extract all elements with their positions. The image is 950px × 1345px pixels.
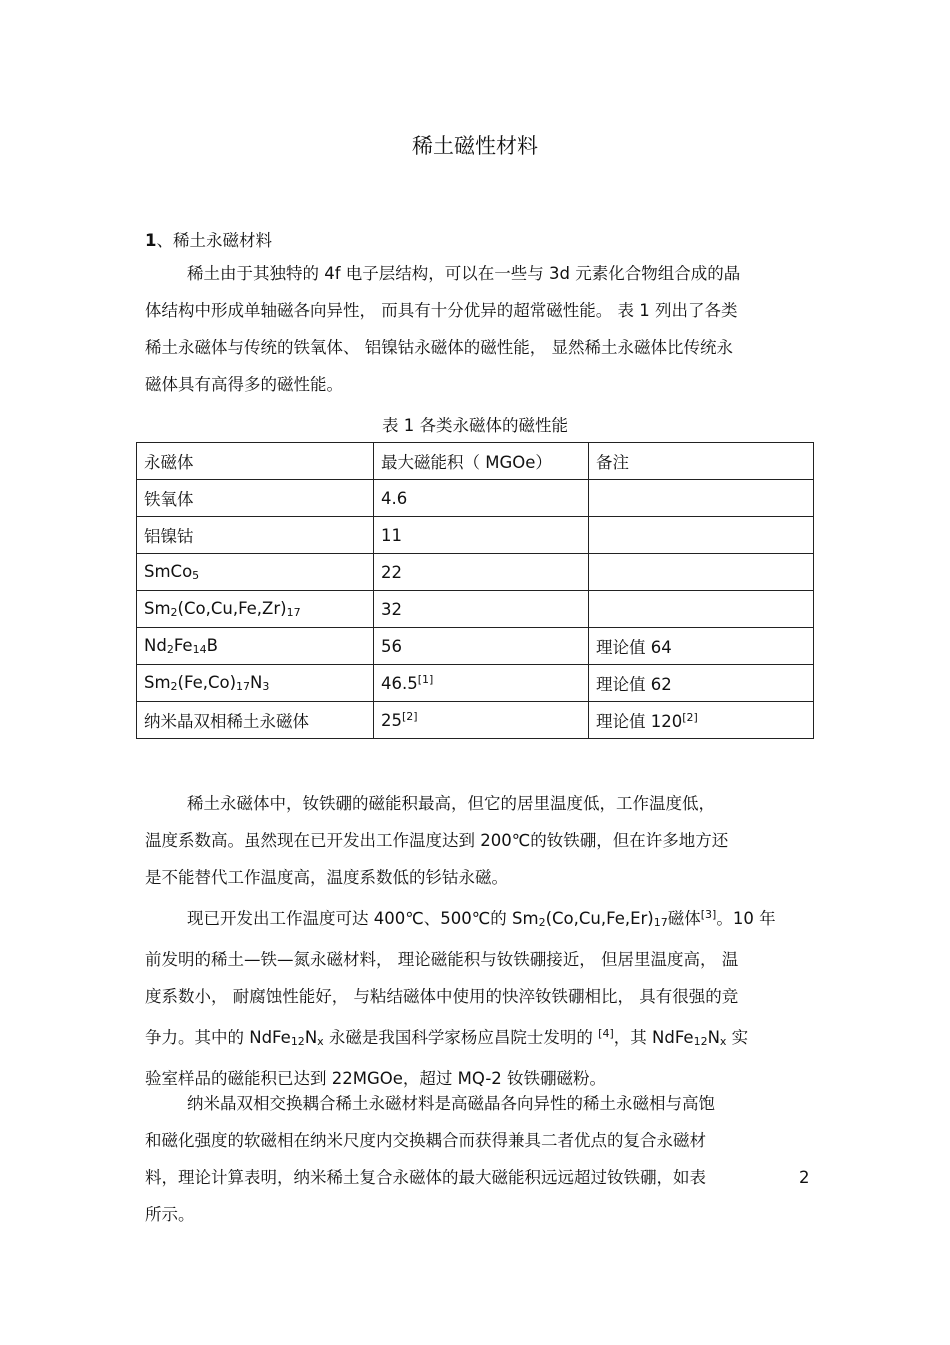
p2-line-2: 温度系数高。虽然现在已开发出工作温度达到 200℃的钕铁硼，但在许多地方还 bbox=[145, 831, 729, 850]
energy-value: 32 bbox=[374, 591, 589, 628]
p3-line-5: 验室样品的磁能积已达到 22MGOe，超过 MQ-2 钕铁硼磁粉。 bbox=[145, 1069, 607, 1088]
table-row bbox=[137, 628, 814, 665]
energy-value: 11 bbox=[374, 517, 589, 554]
section-title: 稀土永磁材料 bbox=[172, 231, 272, 250]
p3-line-1: 现已开发出工作温度可达 400℃、500℃的 $Sm_2(Co,Cu,Fe,Er)_{17}$磁体[3]。10 年 bbox=[187, 908, 776, 929]
energy-value: 22 bbox=[374, 554, 589, 591]
table-header-row bbox=[137, 443, 814, 480]
section-heading bbox=[145, 227, 272, 251]
magnet-properties-table bbox=[136, 442, 814, 739]
header-magnet: 永磁体 bbox=[137, 443, 374, 480]
reference-mark: [2] bbox=[402, 710, 418, 723]
magnet-name: 铝镍钴 bbox=[137, 517, 374, 554]
intro-line-4: 磁体具有高得多的磁性能。 bbox=[145, 375, 343, 394]
reference-mark: [2] bbox=[682, 711, 698, 724]
section-number: 1 bbox=[145, 231, 157, 250]
remark bbox=[589, 480, 814, 517]
p2-line-1: 稀土永磁体中，钕铁硼的磁能积最高，但它的居里温度低，工作温度低， bbox=[187, 794, 715, 813]
intro-line-3: 稀土永磁体与传统的铁氧体、 铝镍钴永磁体的磁性能， 显然稀土永磁体比传统永 bbox=[145, 338, 733, 357]
intro-paragraph bbox=[145, 255, 813, 403]
document-title: 稀土磁性材料 bbox=[412, 134, 538, 158]
table-row bbox=[137, 591, 814, 628]
remark: 理论值 62 bbox=[589, 665, 814, 702]
p3-line-4: 争力。其中的 $NdFe_{12}N_x$ 永磁是我国科学家杨应昌院士发明的 [4]，其 $NdFe_{12}N_x$ 实 bbox=[145, 1027, 749, 1048]
reference-mark: [3] bbox=[700, 908, 717, 921]
magnet-name: 纳米晶双相稀土永磁体 bbox=[137, 702, 374, 739]
p3-line-2: 前发明的稀土—铁—氮永磁材料， 理论磁能积与钕铁硼接近， 但居里温度高， 温 bbox=[145, 950, 739, 969]
table-row bbox=[137, 554, 814, 591]
table-row bbox=[137, 702, 814, 739]
table-caption: 表 1 各类永磁体的磁性能 bbox=[382, 416, 568, 435]
p4-line-4: 所示。 bbox=[145, 1205, 195, 1224]
energy-value: 56 bbox=[374, 628, 589, 665]
energy-value: 4.6 bbox=[374, 480, 589, 517]
paragraph-3 bbox=[145, 896, 813, 1097]
energy-value: 46.5[1] bbox=[374, 665, 589, 702]
header-energy-product: 最大磁能积（ MGOe） bbox=[374, 443, 589, 480]
table-row bbox=[137, 517, 814, 554]
remark bbox=[589, 591, 814, 628]
p4-line-2: 和磁化强度的软磁相在纳米尺度内交换耦合而获得兼具二者优点的复合永磁材 bbox=[145, 1131, 706, 1150]
table-row bbox=[137, 665, 814, 702]
magnet-name: $Sm_2(Fe,Co)_{17}N_3$ bbox=[137, 665, 374, 702]
p4-line-3: 料，理论计算表明，纳米稀土复合永磁体的最大磁能积远远超过钕铁硼，如表 2 bbox=[145, 1168, 810, 1187]
remark bbox=[589, 554, 814, 591]
section-separator: 、 bbox=[156, 231, 173, 250]
remark bbox=[589, 517, 814, 554]
reference-mark: [4] bbox=[598, 1027, 614, 1040]
intro-line-2: 体结构中形成单轴磁各向异性， 而具有十分优异的超常磁性能。 表 1 列出了各类 bbox=[145, 301, 738, 320]
header-remarks: 备注 bbox=[589, 443, 814, 480]
intro-line-1: 稀土由于其独特的 4f 电子层结构，可以在一些与 3d 元素化合物组合成的晶 bbox=[187, 264, 741, 283]
reference-mark: [1] bbox=[417, 673, 434, 686]
remark: 理论值 120[2] bbox=[589, 702, 814, 739]
table-row bbox=[137, 480, 814, 517]
p4-line-1: 纳米晶双相交换耦合稀土永磁材料是高磁晶各向异性的稀土永磁相与高饱 bbox=[187, 1094, 715, 1113]
magnet-name: $Sm_2(Co,Cu,Fe,Zr)_{17}$ bbox=[137, 591, 374, 628]
paragraph-4 bbox=[145, 1085, 813, 1233]
magnet-name: 铁氧体 bbox=[137, 480, 374, 517]
paragraph-2 bbox=[145, 785, 813, 896]
magnet-name: SmCo$_5$ bbox=[137, 554, 374, 591]
remark: 理论值 64 bbox=[589, 628, 814, 665]
magnet-name: $Nd_2Fe_{14}B$ bbox=[137, 628, 374, 665]
p3-line-3: 度系数小， 耐腐蚀性能好， 与粘结磁体中使用的快淬钕铁硼相比， 具有很强的竞 bbox=[145, 987, 739, 1006]
energy-value: 25[2] bbox=[374, 702, 589, 739]
p2-line-3: 是不能替代工作温度高，温度系数低的钐钴永磁。 bbox=[145, 868, 508, 887]
